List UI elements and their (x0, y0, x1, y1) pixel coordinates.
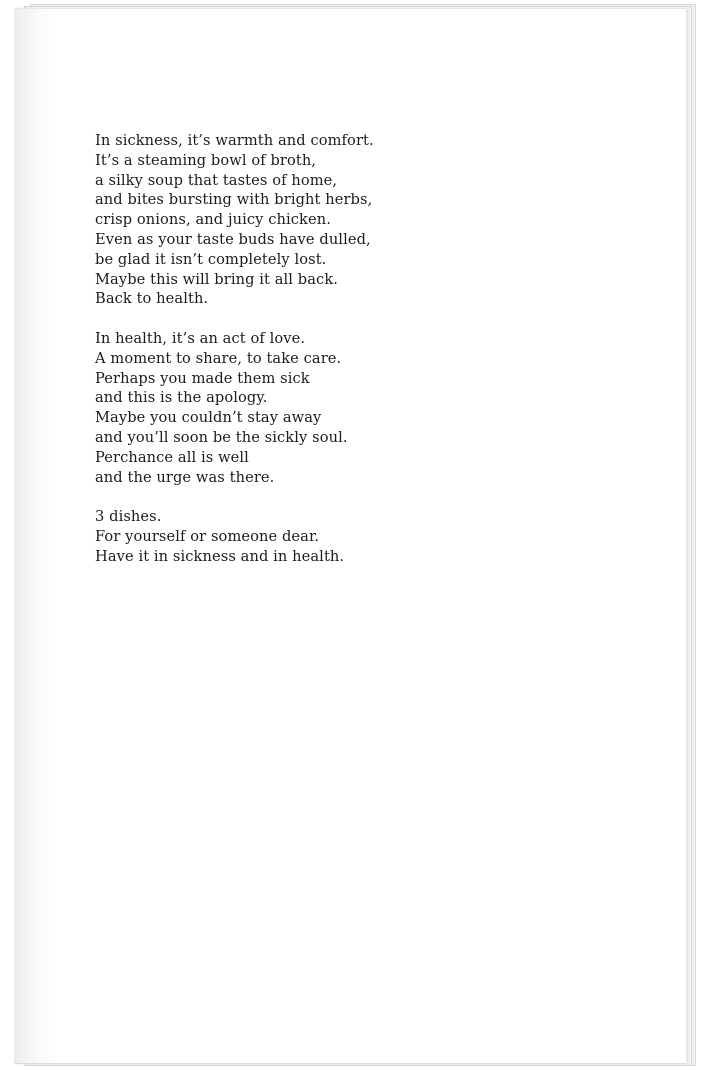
poem-line: Maybe you couldn’t stay away (95, 409, 322, 427)
poem-line: and this is the apology. (95, 389, 268, 407)
poem (95, 131, 615, 586)
poem-line: For yourself or someone dear. (95, 527, 320, 545)
stanza-closing (95, 507, 615, 566)
page (14, 8, 686, 1064)
poem-line: be glad it isn’t completely lost. (95, 250, 327, 268)
stanza-health (95, 329, 615, 487)
poem-line: a silky soup that tastes of home, (95, 171, 338, 189)
poem-line: and you’ll soon be the sickly soul. (95, 428, 348, 446)
poem-line: Perhaps you made them sick (95, 369, 310, 387)
poem-line: and bites bursting with bright herbs, (95, 191, 373, 209)
poem-line: and the urge was there. (95, 468, 275, 486)
poem-line: Back to health. (95, 290, 209, 308)
poem-line: In health, it’s an act of love. (95, 329, 306, 347)
poem-line: Maybe this will bring it all back. (95, 270, 339, 288)
poem-line: It’s a steaming bowl of broth, (95, 151, 317, 169)
poem-line: Perchance all is well (95, 448, 249, 466)
poem-line: crisp onions, and juicy chicken. (95, 211, 331, 229)
poem-line: Have it in sickness and in health. (95, 547, 345, 565)
stanza-sickness (95, 131, 615, 309)
poem-line: 3 dishes. (95, 508, 162, 526)
poem-line: A moment to share, to take care. (95, 349, 342, 367)
poem-line: In sickness, it’s warmth and comfort. (95, 132, 374, 149)
poem-line: Even as your taste buds have dulled, (95, 230, 371, 248)
